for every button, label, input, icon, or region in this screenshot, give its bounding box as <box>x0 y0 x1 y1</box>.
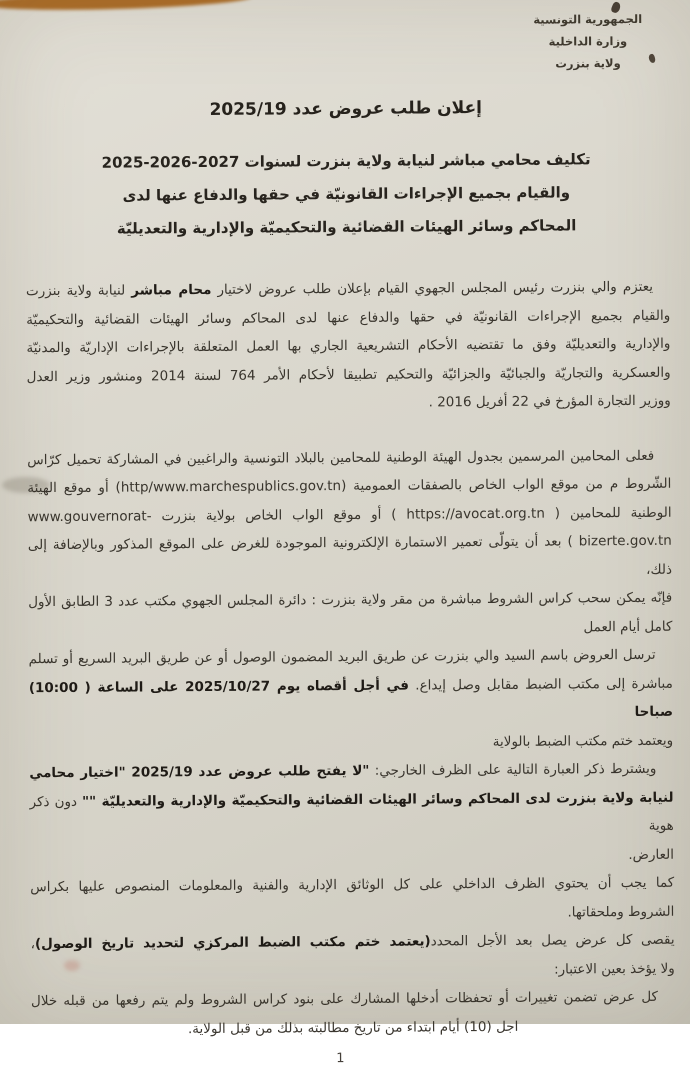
body-line <box>31 1011 675 1044</box>
page-number: 1 <box>336 1051 345 1067</box>
text-segment: ولا يؤخذ بعين الاعتبار: <box>553 960 675 978</box>
text-segment: اجل (10) أيام ابتداء من تاريخ مطالبته بذلك من قبل الولاية. <box>187 1018 519 1037</box>
subtitle-line: تكليف محامي مباشر لنيابة ولاية بنزرت لسنوات 2027-2026-2025 <box>101 150 591 172</box>
text-segment: ويعتمد ختم مكتب الضبط بالولاية <box>492 732 674 750</box>
subtitle-line: المحاكم وسائر الهيئات القضائية والتحكيميّة والإدارية والتعديليّة <box>116 216 577 238</box>
text-segment: محام مباشر <box>131 281 212 299</box>
text-segment: كما يجب أن يحتوي الظرف الداخلي على كل الوثائق الإدارية والفنية والمعلومات المنصوص عليها بكراس <box>30 874 675 896</box>
body-line <box>26 273 670 306</box>
text-segment: ، <box>30 936 35 953</box>
document-body <box>2 273 697 1045</box>
body-line <box>29 726 673 759</box>
letterhead-line-governorate: ولاية بنزرت <box>555 56 621 71</box>
text-segment: يقصى كل عرض يصل بعد الأجل المحدد <box>430 931 675 950</box>
text-segment: والعسكرية والتجاريّة والجبائيّة والجزائيّة والتحكيم تطبيقا لأحكام الأمر 764 لسنة 2014 ومنشور وزير العدل <box>26 364 671 385</box>
text-segment: والقيام بجميع الإجراءات القانونيّة في حقها والدفاع عنها لدى المحاكم وسائر الهيئات القضائية والتحكيميّة <box>26 307 671 328</box>
notice-subtitle <box>1 143 692 247</box>
subtitle-line: والقيام بجميع الإجراءات القانونيّة في حقها والدفاع عنها لدى <box>122 183 571 205</box>
body-line <box>30 926 674 959</box>
text-segment: ويشترط ذكر العبارة التالية على الظرف الخارجي: <box>369 760 657 779</box>
body-line <box>28 641 672 674</box>
body-line <box>27 470 671 503</box>
text-segment: (يعتمد ختم مكتب الضبط المركزي لتحديد تاريخ الوصول) <box>34 933 431 953</box>
body-line <box>27 358 671 391</box>
body-line <box>30 840 674 873</box>
body-line <box>26 330 670 363</box>
text-segment: كل عرض تضمن تغييرات أو تحفظات أدخلها المشارك على بنود كراس الشروط ولم يتم رفعها من قبله خلال <box>30 988 659 1010</box>
body-line <box>27 387 671 420</box>
letterhead-line-republic: الجمهورية التونسية <box>533 11 643 27</box>
body-line <box>27 441 671 474</box>
body-line <box>26 301 670 334</box>
text-segment: في أجل أقصاه يوم 2025/10/27 على الساعة ( 10:00) صباحا <box>28 677 674 720</box>
text-segment: الشروط وملحقاتها. <box>567 903 675 920</box>
body-line <box>30 869 674 902</box>
text-segment: يعتزم والي بنزرت رئيس المجلس الجهوي القيام بإعلان طلب عروض لاختيار <box>211 278 654 298</box>
text-segment: فعلى المحامين المرسمين بجدول الهيئة الوطنية للمحامين بالبلاد التونسية والراغبين في المشاركة تحميل كرّاس <box>27 447 655 468</box>
text-segment: bizerte.gov.tn ) بعد أن يتولّى تعمير الاستمارة الإلكترونية الموجودة للغرض على الموقع المذكور وبالإضافة إلى ذلك، <box>27 532 673 578</box>
text-segment: فإنّه يمكن سحب كراس الشروط مباشرة من مقر ولاية بنزرت : دائرة المجلس الجهوي مكتب عدد 3 الطابق الأول <box>28 589 673 611</box>
text-segment: دون ذكر هوية <box>29 793 674 834</box>
body-line <box>31 983 675 1016</box>
notice-title: إعلان طلب عروض عدد 2025/19 <box>209 98 483 120</box>
text-segment: الشّروط م من موقع الواب الخاص بالصفقات العمومية (http/www.marchespublics.gov.tn) أو موقع الهيئة <box>27 475 672 497</box>
text-segment: العارض. <box>628 846 675 863</box>
body-line <box>29 783 673 844</box>
text-segment: "لا يفتح طلب عروض عدد 2025/19 "اختيار محامي <box>29 762 370 782</box>
body-line <box>28 498 672 531</box>
text-segment: ووزير التجارة المؤرخ في 22 أفريل 2016 . <box>428 392 671 411</box>
body-line <box>31 954 675 987</box>
text-segment: لنيابة ولاية بنزرت <box>25 282 132 300</box>
text-segment: لنيابة ولاية بنزرت لدى المحاكم وسائر الهيئات القضائية والتحكيميّة والإدارية والتعديليّة "" <box>82 789 674 810</box>
text-segment: كامل أيام العمل <box>583 618 673 635</box>
text-segment: والإدارية والتعديليّة وفق ما تقتضيه الأحكام التشريعية الجاري بها العمل المتعلقة بالإجراءات الإداريّة والمدنيّة <box>26 335 671 357</box>
body-line <box>28 584 672 617</box>
text-segment: مباشرة إلى مكتب الضبط مقابل وصل إيداع. <box>408 675 673 694</box>
body-line <box>28 612 672 645</box>
text-segment: الوطنية للمحامين ( https://avocat.org.tn ) أو موقع الواب الخاص بولاية بنزرت -www.gouvernorat <box>27 504 672 525</box>
body-line <box>29 755 673 788</box>
body-line <box>29 669 673 730</box>
body-line <box>30 897 674 930</box>
text-segment: ترسل العروض باسم السيد والي بنزرت عن طريق البريد المضمون الوصول أو عن طريق البريد السريع أو تسلم <box>28 646 656 668</box>
letterhead-line-ministry: وزارة الداخلية <box>548 34 628 49</box>
body-line <box>28 527 672 588</box>
